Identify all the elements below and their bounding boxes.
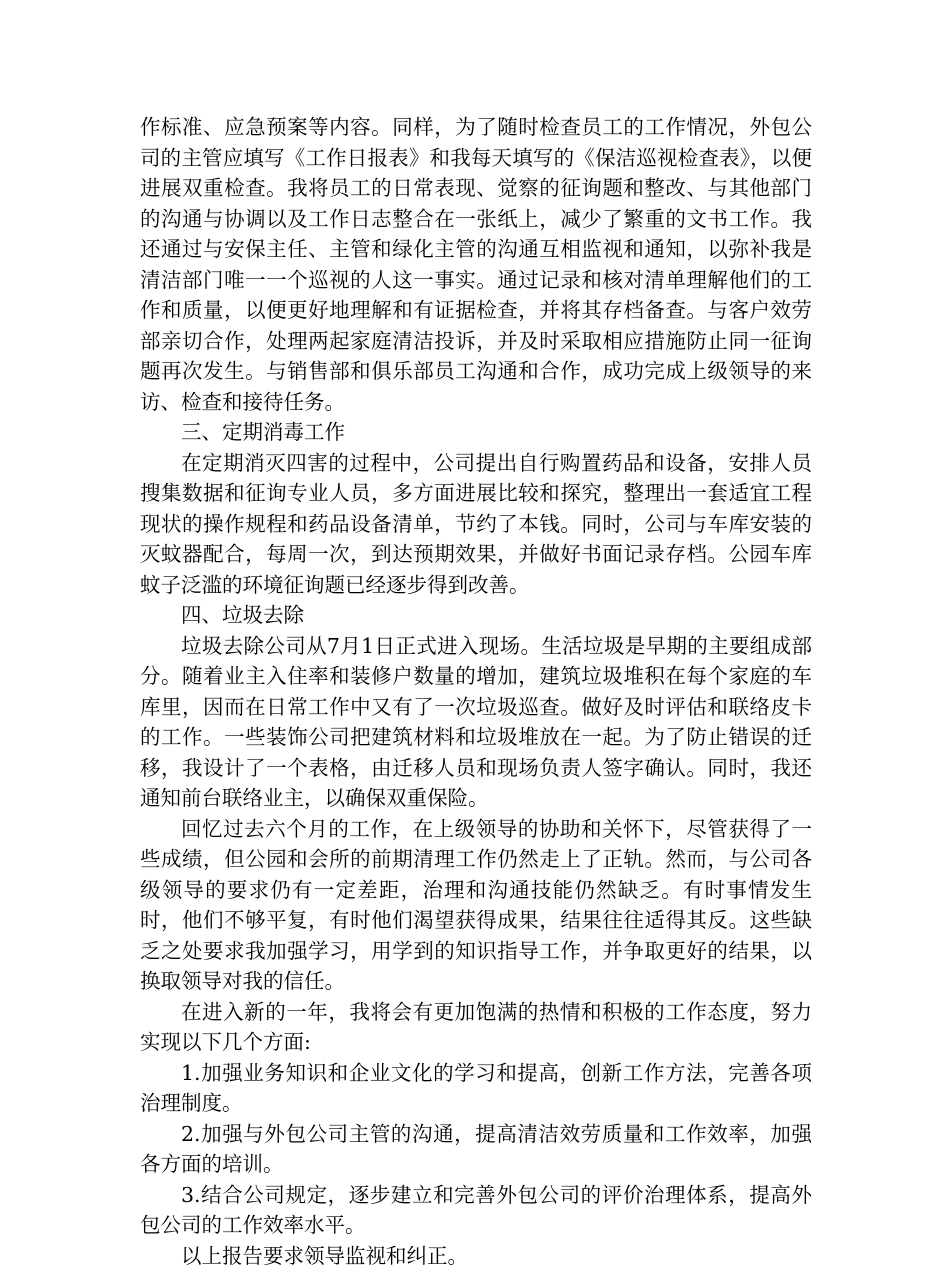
list-item-1: 1.加强业务知识和企业文化的学习和提高，创新工作方法，完善各项治理制度。 [140,1058,812,1119]
paragraph-review: 回忆过去六个月的工作，在上级领导的协助和关怀下，尽管获得了一些成绩，但公园和会所的前期清理工作仍然走上了正轨。然而，与公司各级领导的要求仍有一定差距，治理和沟通技能仍然缺乏。有时事情发生时，他们不够平复，有时他们渴望获得成果，结果往往适得其反。这些缺乏之处要求我加强学习，用学到的知识指导工作，并争取更好的结果，以换取领导对我的信任。 [140,814,812,997]
paragraph-closing: 以上报告要求领导监视和纠正。 [140,1241,812,1271]
paragraph-disinfection: 在定期消灭四害的过程中，公司提出自行购置药品和设备，安排人员搜集数据和征询专业人员，多方面进展比较和探究，整理出一套适宜工程现状的操作规程和药品设备清单，节约了本钱。同时，公司与车库安装的灭蚊器配合，每周一次，到达预期效果，并做好书面记录存档。公园车库蚊子泛滥的环境征询题已经逐步得到改善。 [140,448,812,601]
paragraph-new-year: 在进入新的一年，我将会有更加饱满的热情和积极的工作态度，努力实现以下几个方面: [140,997,812,1058]
list-item-3: 3.结合公司规定，逐步建立和完善外包公司的评价治理体系，提高外包公司的工作效率水平。 [140,1180,812,1241]
paragraph-continuation: 作标准、应急预案等内容。同样，为了随时检查员工的工作情况，外包公司的主管应填写《工作日报表》和我每天填写的《保洁巡视检查表》，以便进展双重检查。我将员工的日常表现、觉察的征询题和整改、与其他部门的沟通与协调以及工作日志整合在一张纸上，减少了繁重的文书工作。我还通过与安保主任、主管和绿化主管的沟通互相监视和通知，以弥补我是清洁部门唯一一个巡视的人这一事实。通过记录和核对清单理解他们的工作和质量，以便更好地理解和有证据检查，并将其存档备查。与客户效劳部亲切合作，处理两起家庭清洁投诉，并及时采取相应措施防止同一征询题再次发生。与销售部和俱乐部员工沟通和合作，成功完成上级领导的来访、检查和接待任务。 [140,112,812,417]
list-item-2: 2.加强与外包公司主管的沟通，提高清洁效劳质量和工作效率，加强各方面的培训。 [140,1119,812,1180]
paragraph-garbage: 垃圾去除公司从7月1日正式进入现场。生活垃圾是早期的主要组成部分。随着业主入住率和装修户数量的增加，建筑垃圾堆积在每个家庭的车库里，因而在日常工作中又有了一次垃圾巡查。做好及时评估和联络皮卡的工作。一些装饰公司把建筑材料和垃圾堆放在一起。为了防止错误的迁移，我设计了一个表格，由迁移人员和现场负责人签字确认。同时，我还通知前台联络业主，以确保双重保险。 [140,631,812,814]
section-heading-garbage: 四、垃圾去除 [140,600,812,631]
section-heading-disinfection: 三、定期消毒工作 [140,417,812,448]
document-body [140,112,812,1271]
